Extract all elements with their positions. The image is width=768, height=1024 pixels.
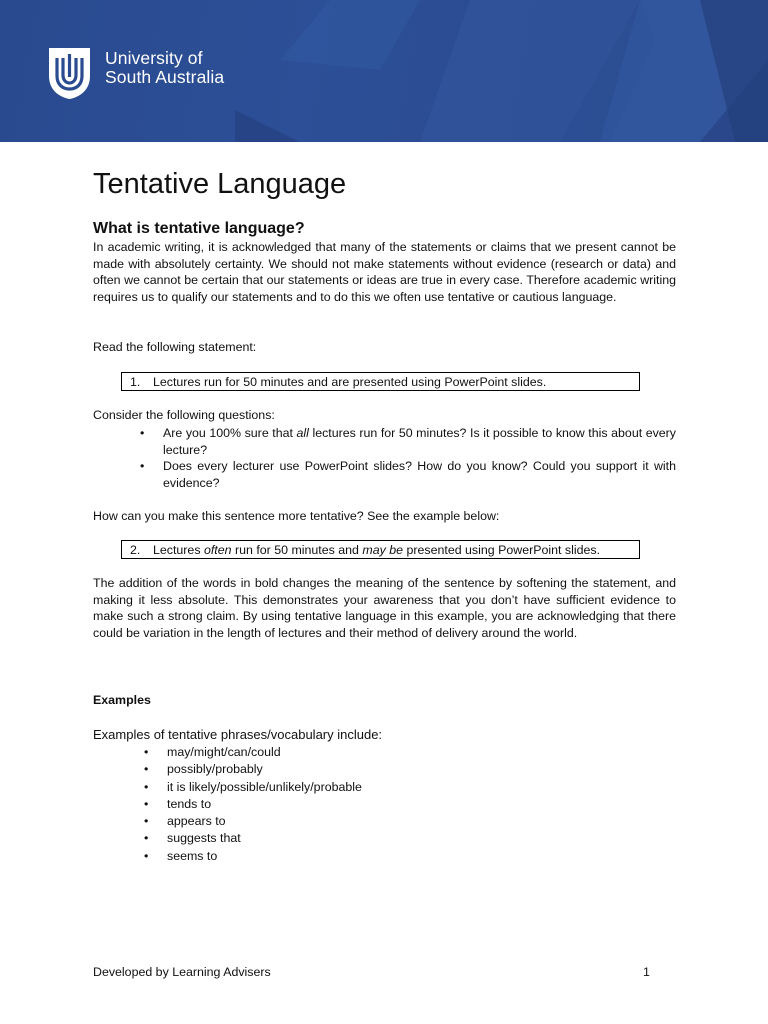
- header-banner: [0, 0, 768, 142]
- bullet-icon: •: [144, 745, 149, 759]
- bullet-icon: •: [144, 831, 149, 846]
- list-item: • tends to: [93, 796, 362, 813]
- page-number: 1: [643, 965, 650, 979]
- explanation-paragraph: The addition of the words in bold changes the meaning of the sentence by softening the statement, and making it less absolute. This demonstrates your awareness that you don’t have sufficient evidence to make such a strong claim. By using tentative language in this example, you are acknowledging that there could be variation in the length of lectures and their method of delivery around the world.: [93, 576, 676, 640]
- statement-number: 2.: [130, 543, 141, 557]
- list-item: • seems to: [93, 848, 362, 865]
- vocab-list: [93, 744, 362, 865]
- brand-name: [105, 49, 224, 87]
- list-item: • it is likely/possible/unlikely/probable: [93, 779, 362, 796]
- list-item: • appears to: [93, 813, 362, 830]
- examples-intro: Examples of tentative phrases/vocabulary include:: [93, 727, 383, 742]
- statement-box-1: [121, 372, 640, 391]
- read-statement-text: Read the following statement:: [93, 340, 257, 354]
- unisa-logo-icon: [47, 46, 92, 100]
- statement-number: 1.: [130, 375, 141, 389]
- page-title: Tentative Language: [93, 168, 347, 200]
- examples-heading: Examples: [93, 693, 151, 707]
- list-item: • Does every lecturer use PowerPoint slides? How do you know? Could you support it with evidence?: [140, 459, 676, 490]
- bullet-icon: •: [144, 814, 149, 829]
- list-item: • suggests that: [93, 830, 362, 847]
- bullet-icon: •: [144, 779, 149, 794]
- footer-credit: Developed by Learning Advisers: [93, 965, 271, 979]
- bullet-icon: •: [144, 848, 149, 863]
- bullet-icon: •: [140, 459, 145, 474]
- list-item: • possibly/probably: [93, 761, 362, 778]
- bullet-icon: •: [144, 796, 149, 811]
- list-item: • may/might/can/could: [93, 744, 362, 761]
- emphasis: all: [296, 426, 309, 440]
- section-heading: What is tentative language?: [93, 220, 305, 237]
- statement-box-2: 2. Lectures often run for 50 minutes and may be presented using PowerPoint slides.: [121, 540, 640, 559]
- list-item: • Are you 100% sure that all lectures run for 50 minutes? Is it possible to know this about every lecture?: [140, 426, 676, 457]
- how-can-text: How can you make this sentence more tentative? See the example below:: [93, 509, 500, 523]
- consider-text: Consider the following questions:: [93, 408, 275, 422]
- statement-text: Lectures run for 50 minutes and are presented using PowerPoint slides.: [153, 375, 547, 389]
- brand-line-2: South Australia: [105, 67, 225, 87]
- bullet-icon: •: [144, 762, 149, 777]
- brand-line-1: University of: [105, 48, 203, 68]
- bullet-icon: •: [140, 426, 145, 440]
- emphasis: may be: [362, 543, 404, 557]
- emphasis: often: [203, 543, 232, 557]
- questions-list: [93, 425, 676, 491]
- intro-paragraph: In academic writing, it is acknowledged that many of the statements or claims that we present cannot be made with absolutely certainty. We should not make statements without evidence (research or data) and often we cannot be certain that our statements or ideas are true in every case. Therefore academic writing requires us to qualify our statements and to do this we often use tentative or cautious language.: [93, 240, 676, 304]
